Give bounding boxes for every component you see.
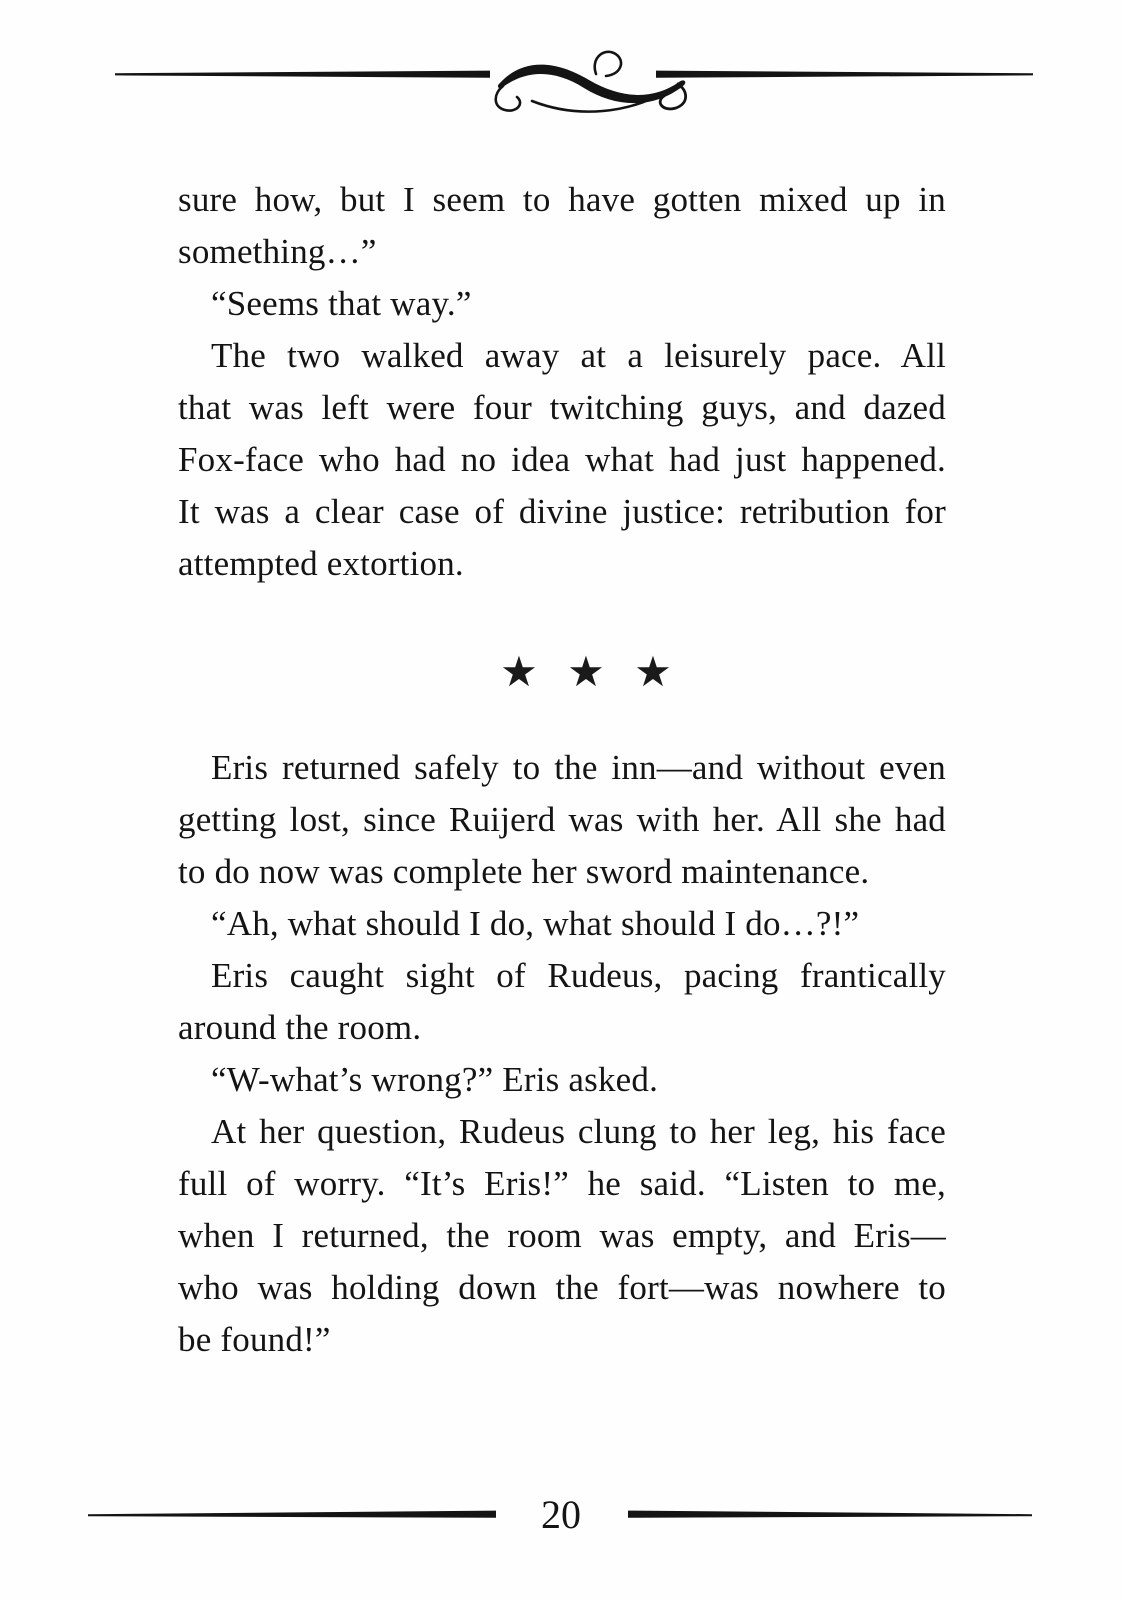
text-line: full of worry. “It’s Eris!” he said. “Listen to me, — [178, 1164, 946, 1203]
header-ornament — [0, 40, 1122, 124]
text-line: “Seems that way.” — [211, 284, 472, 323]
text-line: attempted extortion. — [178, 544, 464, 583]
text-line: to do now was complete her sword maintenance. — [178, 852, 870, 891]
text-line: around the room. — [178, 1008, 422, 1047]
text-line: who was holding down the fort—was nowhere to — [178, 1268, 946, 1307]
text-line: Eris caught sight of Rudeus, pacing frantically — [211, 956, 946, 995]
text-line: something…” — [178, 232, 377, 271]
text-line: “W-what’s wrong?” Eris asked. — [211, 1060, 659, 1099]
text-line: when I returned, the room was empty, and Eris— — [178, 1216, 946, 1255]
text-line: It was a clear case of divine justice: retribution for — [178, 492, 946, 531]
flourish-icon — [0, 40, 1122, 124]
text-line: At her question, Rudeus clung to her leg, his face — [211, 1112, 946, 1151]
section-divider-stars: ★ ★ ★ — [500, 647, 672, 696]
text-line: The two walked away at a leisurely pace. All — [211, 336, 946, 375]
text-line: getting lost, since Ruijerd was with her. All she had — [178, 800, 946, 839]
text-line: “Ah, what should I do, what should I do…?!” — [211, 904, 860, 943]
text-line: Fox-face who had no idea what had just happened. — [178, 440, 946, 479]
page-number: 20 — [541, 1492, 581, 1537]
text-line: be found!” — [178, 1320, 331, 1359]
page-text — [178, 174, 946, 1366]
text-line: Eris returned safely to the inn—and without even — [211, 748, 946, 787]
text-line: sure how, but I seem to have gotten mixed up in — [178, 180, 946, 219]
text-line: that was left were four twitching guys, and dazed — [178, 388, 946, 427]
